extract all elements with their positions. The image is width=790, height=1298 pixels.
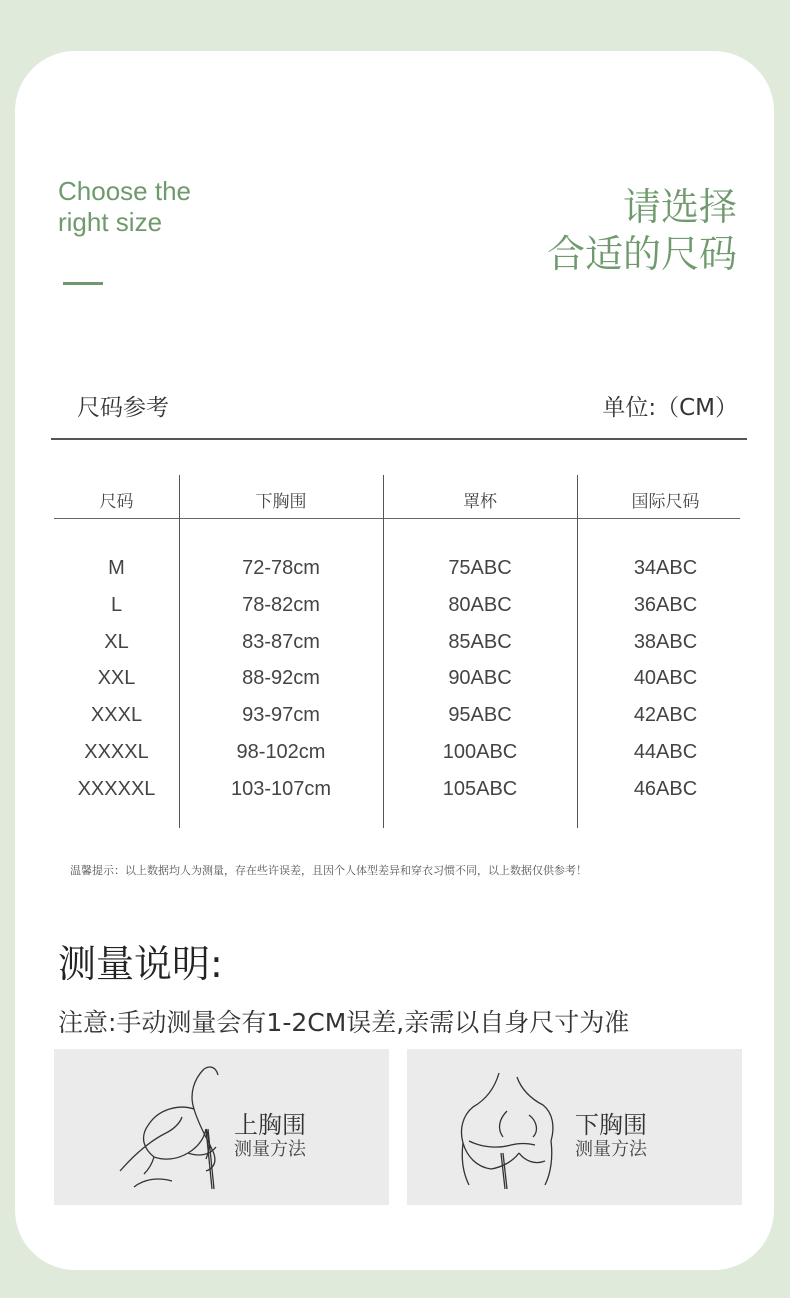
under-bust-panel [407,1049,742,1205]
intl-size-cell: 44ABC [633,741,698,763]
cup-cell: 105ABC [442,777,518,800]
cup-cell: 100ABC [442,741,518,763]
underbust-cell: 83-87cm [242,630,320,653]
intl-size-cell: 46ABC [633,777,698,800]
measure-title: 测量说明: [58,942,223,986]
size-cell: XXXXXL [77,777,156,800]
under-bust-title: 下胸围 [575,1111,647,1139]
section-divider [51,438,747,440]
intl-size-cell: 38ABC [633,630,698,653]
underbust-cell: 98-102cm [236,741,326,763]
measure-note: 注意:手动测量会有1-2CM误差,亲需以自身尺寸为准 [58,1008,630,1037]
size-cell: M [108,557,125,579]
column-header-cup: 罩杯 [463,492,497,512]
size-reference-title: 尺码参考 [77,395,169,421]
upper-bust-panel [54,1049,389,1205]
underbust-cell: 72-78cm [242,557,320,579]
upper-bust-subtitle: 测量方法 [234,1139,306,1160]
table-header-divider [54,518,740,519]
size-cell: XL [104,630,129,653]
cup-cell: 95ABC [448,704,512,727]
chinese-heading [547,184,737,278]
unit-label: 单位:（CM） [602,395,738,421]
size-cell: XXXXL [84,741,149,763]
intl-size-cell: 34ABC [633,557,698,579]
english-heading-line2: right size [58,207,163,237]
english-heading [58,176,191,238]
cup-cell: 80ABC [448,593,512,616]
size-cell: L [110,593,123,616]
column-header-intl-size: 国际尺码 [631,492,700,512]
heading-divider [63,282,103,285]
underbust-cell: 93-97cm [242,704,320,727]
under-bust-subtitle: 测量方法 [575,1139,647,1160]
cup-cell: 85ABC [448,630,512,653]
upper-bust-figure-icon [54,1049,389,1205]
column-header-underbust: 下胸围 [255,492,307,512]
chinese-heading-line1: 请选择 [622,185,737,229]
underbust-cell: 88-92cm [242,667,320,690]
tip-note: 温馨提示：以上数据均人为测量，存在些许误差，且因个人体型差异和穿衣习惯不同，以上数据仅供参考！ [70,864,587,877]
cup-cell: 75ABC [448,557,512,579]
size-cell: XXL [97,667,136,690]
column-header-size: 尺码 [99,492,134,512]
underbust-cell: 78-82cm [242,593,320,616]
chinese-heading-line2: 合适的尺码 [546,232,737,276]
cup-cell: 90ABC [448,667,512,690]
upper-bust-title: 上胸围 [234,1111,306,1139]
intl-size-cell: 40ABC [633,667,698,690]
english-heading-line1: Choose the [58,176,191,206]
size-table [54,475,740,830]
size-cell: XXXL [90,704,143,727]
intl-size-cell: 42ABC [633,704,698,727]
underbust-cell: 103-107cm [230,777,332,800]
intl-size-cell: 36ABC [633,593,698,616]
